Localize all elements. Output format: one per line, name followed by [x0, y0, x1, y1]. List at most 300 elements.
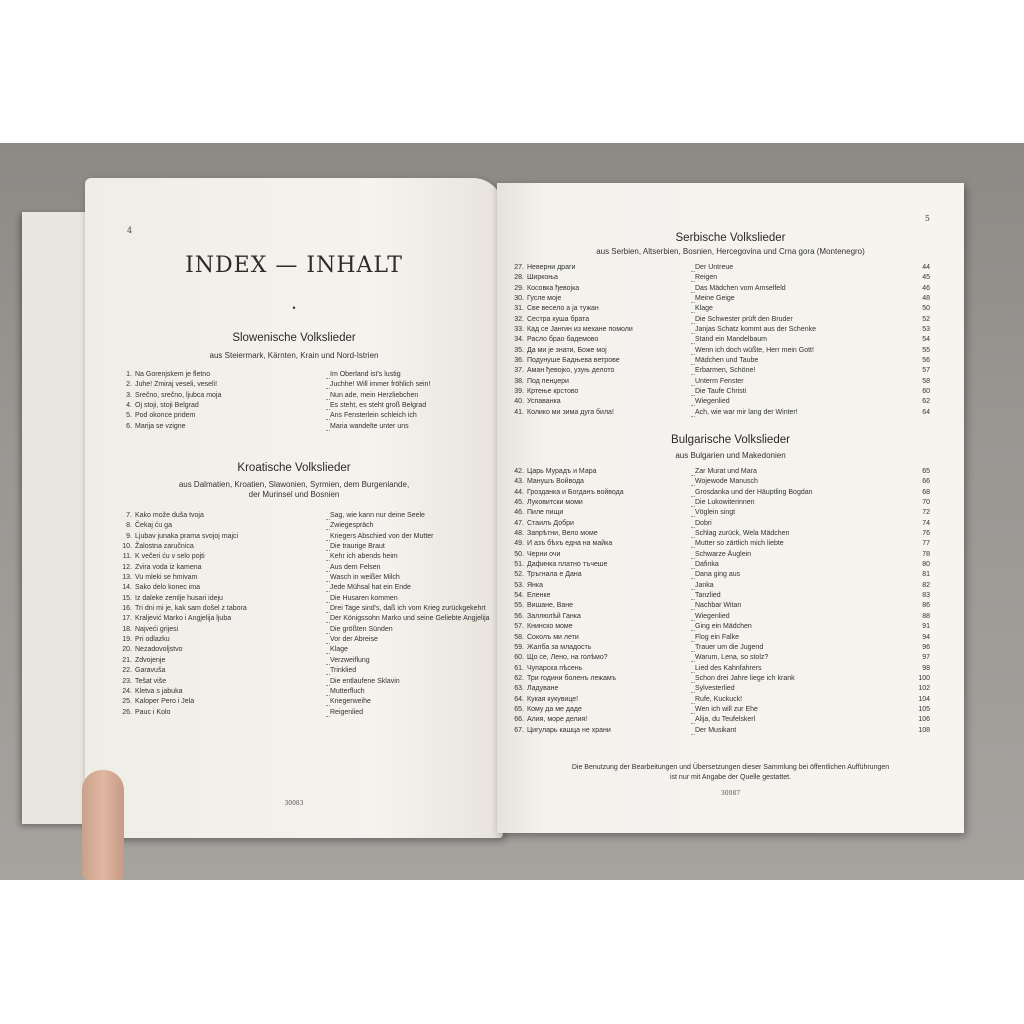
entry-original-title: Pod okonce pridem	[135, 412, 196, 420]
entry-page-number: 68	[922, 488, 930, 496]
entry-original-title: Книнско моме	[527, 623, 573, 631]
entry-number: 61.	[514, 664, 524, 672]
entry-number: 24.	[122, 687, 132, 695]
entry-page-number: 106	[918, 716, 930, 724]
entry-number: 40.	[514, 398, 524, 406]
entry-german-title: Die Lukowiterinnen	[695, 499, 755, 507]
entry-number: 23.	[122, 677, 132, 685]
entry-list-slovenian	[118, 371, 490, 433]
entry-page-number: 82	[922, 581, 930, 589]
list-item	[118, 636, 490, 646]
entry-original-title: Алия, море делия!	[527, 716, 588, 724]
entry-original-title: Tri dni mi je, kak sam došel z tabora	[135, 605, 247, 613]
list-item	[118, 678, 490, 688]
entry-page-number: 48	[922, 295, 930, 303]
list-item	[118, 688, 490, 698]
entry-page-number: 88	[922, 612, 930, 620]
entry-page-number: 60	[922, 388, 930, 396]
entry-page-number: 64	[922, 408, 930, 416]
entry-german-title: Drei Tage sind's, daß ich vom Krieg zurückgekehrt	[330, 605, 486, 613]
list-item	[510, 551, 930, 561]
entry-original-title: Стаилъ Добри	[527, 519, 574, 527]
entry-original-title: Na Gorenjskem je fletno	[135, 371, 211, 378]
entry-number: 54.	[514, 592, 524, 600]
entry-number: 38.	[514, 377, 524, 385]
entry-german-title: Mutterfluch	[330, 687, 365, 695]
entry-german-title: Wojewode Manusch	[695, 478, 758, 486]
list-item	[510, 274, 930, 284]
entry-original-title: Juhe! Zmiraj veseli, veseli!	[135, 381, 218, 389]
entry-number: 1.	[126, 371, 132, 378]
entry-original-title: Zdvojenje	[135, 656, 166, 664]
list-item	[510, 347, 930, 357]
entry-page-number: 83	[922, 592, 930, 600]
list-item	[118, 667, 490, 677]
entry-number: 59.	[514, 643, 524, 651]
entry-german-title: Juchhe! Will immer fröhlich sein!	[330, 381, 431, 389]
entry-german-title: Flog ein Falke	[695, 633, 739, 641]
list-item	[118, 709, 490, 719]
entry-german-title: Trauer um die Jugend	[695, 643, 764, 651]
entry-original-title: Ljubav junaka prama svojoj majci	[135, 532, 239, 540]
entry-original-title: Расло брао бадемово	[527, 336, 599, 344]
list-item	[510, 509, 930, 519]
entry-page-number: 46	[922, 284, 930, 292]
list-item	[118, 564, 490, 574]
entry-number: 22.	[122, 667, 132, 675]
entry-number: 64.	[514, 695, 524, 703]
entry-page-number: 58	[922, 377, 930, 385]
entry-number: 56.	[514, 612, 524, 620]
list-item	[510, 571, 930, 581]
entry-german-title: Alija, du Teufelskerl	[695, 716, 756, 724]
list-item	[510, 285, 930, 295]
entry-german-title: Dana ging aus	[695, 571, 741, 579]
entry-german-title: Klage	[695, 305, 713, 313]
entry-original-title: Чупарска пѣсень	[527, 664, 583, 672]
entry-number: 62.	[514, 674, 524, 682]
right-page	[497, 183, 964, 833]
entry-list-serbian	[510, 264, 930, 419]
list-item	[510, 336, 930, 346]
list-item	[510, 706, 930, 716]
list-item	[510, 468, 930, 478]
list-item	[118, 584, 490, 594]
section-subtitle-line-1: aus Dalmatien, Kroatien, Slawonien, Syrmien, dem Burgenlande,	[178, 480, 410, 489]
entry-original-title: Жалба за младость	[527, 643, 592, 651]
entry-number: 26.	[122, 708, 132, 716]
entry-page-number: 66	[922, 478, 930, 486]
entry-original-title: Що се, Лено, на голѣмо?	[527, 654, 608, 662]
entry-german-title: Warum, Lena, so stolz?	[695, 654, 769, 662]
entry-page-number: 44	[922, 264, 930, 271]
entry-number: 15.	[122, 594, 132, 602]
entry-german-title: Sylvesterlied	[695, 685, 735, 693]
section-subtitle: aus Bulgarien und Makedonien	[675, 451, 786, 460]
entry-german-title: Rufe, Kuckuck!	[695, 695, 743, 703]
entry-original-title: Nezadovoljstvo	[135, 646, 183, 654]
list-item	[510, 602, 930, 612]
entry-number: 43.	[514, 478, 524, 486]
entry-german-title: Schon drei Jahre liege ich krank	[695, 674, 795, 682]
entry-number: 47.	[514, 519, 524, 527]
entry-german-title: Reigenlied	[330, 708, 364, 716]
entry-original-title: Успаванка	[527, 398, 561, 406]
entry-page-number: 62	[922, 398, 930, 406]
list-item	[118, 574, 490, 584]
entry-original-title: Черни очи	[527, 550, 561, 558]
entry-german-title: Maria wandelte unter uns	[330, 422, 409, 430]
entry-original-title: Да ми је знати, Боже мој	[527, 346, 607, 354]
entry-number: 30.	[514, 295, 524, 303]
list-item	[510, 499, 930, 509]
entry-original-title: Дафинка платно тъчеше	[527, 561, 608, 569]
list-item	[118, 512, 490, 522]
entry-german-title: Stand ein Mandelbaum	[695, 336, 767, 344]
entry-original-title: Кад се Јангин из механе помоли	[527, 326, 633, 334]
list-item	[118, 381, 490, 391]
list-item	[510, 592, 930, 602]
entry-page-number: 53	[922, 326, 930, 334]
entry-original-title: Srečno, srečno, ljubca moja	[135, 391, 222, 399]
entry-german-title: Der Musikant	[695, 726, 737, 734]
entry-page-number: 76	[922, 530, 930, 538]
list-item	[510, 530, 930, 540]
entry-german-title: Reigen	[695, 274, 718, 282]
entry-page-number: 105	[918, 705, 930, 713]
page-number: 5	[924, 214, 930, 223]
entry-number: 34.	[514, 336, 524, 344]
list-item	[510, 264, 930, 274]
section-title-croatian: Kroatische Volkslieder	[237, 462, 351, 474]
entry-original-title: Сестра куша брата	[527, 315, 590, 323]
entry-original-title: И азъ бѣхъ една на майка	[527, 540, 613, 548]
entry-original-title: Marija se vzigne	[135, 422, 186, 430]
entry-german-title: Aus dem Felsen	[330, 563, 381, 571]
list-item	[118, 533, 490, 543]
entry-german-title: Vöglein singt	[695, 509, 736, 517]
entry-number: 16.	[122, 605, 132, 613]
entry-number: 29.	[514, 284, 524, 292]
entry-number: 42.	[514, 468, 524, 475]
entry-original-title: Kletva s jabuka	[135, 687, 183, 695]
entry-number: 66.	[514, 716, 524, 724]
entry-page-number: 108	[918, 726, 930, 734]
entry-number: 17.	[122, 615, 132, 623]
entry-number: 11.	[122, 553, 132, 561]
entry-original-title: Kaloper Pero i Jela	[135, 698, 195, 706]
entry-page-number: 65	[922, 468, 930, 475]
entry-number: 67.	[514, 726, 524, 734]
entry-german-title: Trinklied	[330, 667, 357, 675]
list-item	[118, 553, 490, 563]
entry-original-title: Заллюлѣй Ганка	[527, 612, 581, 620]
entry-german-title: Der Königssohn Marko und seine Geliebte Angjelija	[330, 615, 490, 623]
entry-german-title: Lied des Kahnfahrers	[695, 664, 762, 672]
entry-german-title: Wiegenlied	[695, 398, 730, 406]
entry-german-title: Janka	[695, 581, 714, 589]
entry-german-title: Mädchen und Taube	[695, 357, 759, 365]
list-item	[510, 478, 930, 488]
list-item	[510, 644, 930, 654]
footnote-line-1: Die Benutzung der Bearbeitungen und Übersetzungen dieser Sammlung bei öffentlichen Aufführungen	[571, 764, 890, 771]
entry-original-title: Неверни драги	[527, 264, 576, 271]
entry-page-number: 50	[922, 305, 930, 313]
entry-original-title: Запрѣтни, Вело моме	[527, 530, 598, 538]
entry-number: 12.	[122, 563, 132, 571]
list-item	[510, 540, 930, 550]
entry-original-title: Ладуване	[527, 685, 559, 693]
entry-page-number: 52	[922, 315, 930, 323]
entry-number: 7.	[126, 512, 132, 519]
entry-german-title: Das Mädchen vom Amselfeld	[695, 284, 786, 292]
entry-list-croatian	[118, 512, 490, 719]
entry-original-title: Колико ми зима дуга била!	[527, 408, 614, 416]
footnote-line-2: ist nur mit Angabe der Quelle gestattet.	[669, 774, 791, 781]
entry-number: 55.	[514, 602, 524, 610]
entry-page-number: 77	[922, 540, 930, 548]
entry-original-title: Кому да ме даде	[527, 705, 582, 713]
list-item	[510, 696, 930, 706]
list-item	[510, 295, 930, 305]
entry-original-title: Луковитски моми	[527, 499, 583, 507]
entry-original-title: Тръгнала е Дана	[527, 571, 582, 579]
finger	[82, 770, 124, 880]
entry-german-title: Klage	[330, 646, 348, 654]
entry-number: 33.	[514, 326, 524, 334]
entry-german-title: Mutter so zärtlich mich liebte	[695, 540, 784, 548]
entry-number: 48.	[514, 530, 524, 538]
list-item	[118, 412, 490, 422]
list-item	[118, 657, 490, 667]
list-item	[510, 367, 930, 377]
entry-german-title: Schwarze Äuglein	[695, 550, 752, 558]
entry-number: 58.	[514, 633, 524, 641]
list-item	[510, 388, 930, 398]
entry-page-number: 94	[922, 633, 930, 641]
entry-original-title: Zvira voda iz kamena	[135, 563, 202, 571]
entry-page-number: 81	[922, 571, 930, 579]
entry-number: 60.	[514, 654, 524, 662]
entry-number: 8.	[126, 522, 132, 530]
entry-number: 51.	[514, 561, 524, 569]
entry-page-number: 45	[922, 274, 930, 282]
entry-page-number: 70	[922, 499, 930, 507]
entry-original-title: Три години боленъ лежамъ	[527, 674, 617, 682]
entry-number: 28.	[514, 274, 524, 282]
entry-page-number: 78	[922, 550, 930, 558]
section-title-serbian: Serbische Volkslieder	[675, 232, 786, 244]
entry-page-number: 97	[922, 654, 930, 662]
list-item	[510, 654, 930, 664]
footer-code: 30087	[720, 790, 741, 797]
entry-german-title: Sag, wie kann nur deine Seele	[330, 512, 425, 519]
entry-original-title: Kraljević Marko i Angjelija ljuba	[135, 615, 232, 623]
list-item	[510, 716, 930, 726]
entry-number: 45.	[514, 499, 524, 507]
entry-original-title: Пиле пищи	[527, 509, 564, 517]
entry-original-title: Garavuša	[135, 667, 166, 675]
entry-number: 27.	[514, 264, 524, 271]
entry-original-title: Čekaj ću ga	[135, 522, 172, 530]
entry-german-title: Zar Murat und Mara	[695, 468, 757, 475]
list-item	[510, 561, 930, 571]
entry-german-title: Wiegenlied	[695, 612, 730, 620]
entry-number: 35.	[514, 346, 524, 354]
entry-page-number: 102	[918, 685, 930, 693]
entry-original-title: Грозданка и Богданъ войвода	[527, 488, 624, 496]
entry-number: 9.	[126, 532, 132, 540]
entry-original-title: Све весело а ја тужан	[527, 305, 599, 313]
left-page	[85, 178, 503, 838]
list-item	[510, 409, 930, 419]
entry-number: 53.	[514, 581, 524, 589]
entry-number: 57.	[514, 623, 524, 631]
section-subtitle: aus Steiermark, Kärnten, Krain und Nord-Istrien	[209, 351, 379, 360]
entry-german-title: Nun ade, mein Herzliebchen	[330, 391, 419, 399]
list-item	[510, 675, 930, 685]
entry-original-title: Цигуларь кашца не храни	[527, 726, 611, 734]
entry-original-title: Гусле моје	[527, 295, 562, 303]
entry-number: 31.	[514, 305, 524, 313]
entry-number: 36.	[514, 357, 524, 365]
entry-number: 46.	[514, 509, 524, 517]
entry-german-title: Janjas Schatz kommt aus der Schenke	[695, 326, 817, 334]
entry-original-title: Kako može duša tvoja	[135, 512, 204, 519]
entry-number: 44.	[514, 488, 524, 496]
list-item	[510, 665, 930, 675]
entry-german-title: Dafinka	[695, 561, 719, 569]
entry-number: 5.	[126, 412, 132, 420]
entry-german-title: Die traurige Braut	[330, 543, 385, 551]
entry-original-title: Вишане, Ване	[527, 602, 574, 610]
footer-code: 30083	[284, 800, 304, 807]
list-item	[510, 727, 930, 737]
entry-number: 10.	[122, 543, 132, 551]
entry-german-title: Die Taufe Christi	[695, 388, 747, 396]
list-item	[510, 489, 930, 499]
entry-number: 2.	[126, 381, 132, 389]
entry-german-title: Vor der Abreise	[330, 636, 378, 644]
entry-page-number: 57	[922, 367, 930, 375]
entry-number: 52.	[514, 571, 524, 579]
list-item	[118, 543, 490, 553]
list-item	[118, 698, 490, 708]
section-title-bulgarian: Bulgarische Volkslieder	[671, 434, 790, 446]
entry-german-title: Die Husaren kommen	[330, 594, 398, 602]
list-item	[118, 605, 490, 615]
entry-original-title: Pri odlazku	[135, 636, 170, 644]
entry-page-number: 74	[922, 519, 930, 527]
entry-original-title: Аман ђевојко, узуњ делото	[527, 367, 615, 375]
entry-german-title: Jede Mühsal hat ein Ende	[330, 584, 411, 592]
entry-german-title: Wen ich will zur Ehe	[695, 705, 758, 713]
entry-number: 6.	[126, 422, 132, 430]
list-item	[510, 316, 930, 326]
list-item	[510, 623, 930, 633]
entry-german-title: Ans Fensterlein schleich ich	[330, 412, 417, 420]
entry-german-title: Die größten Sünden	[330, 625, 393, 633]
entry-page-number: 55	[922, 346, 930, 354]
entry-original-title: Vu mleki se hmivam	[135, 574, 198, 582]
section-subtitle: aus Serbien, Altserbien, Bosnien, Hercegovina und Crna gora (Montenegro)	[596, 247, 865, 256]
title-ornament: •	[291, 304, 297, 313]
entry-page-number: 72	[922, 509, 930, 517]
entry-number: 13.	[122, 574, 132, 582]
list-item	[118, 423, 490, 433]
entry-german-title: Die entlaufene Sklavin	[330, 677, 400, 685]
entry-german-title: Unterm Fenster	[695, 377, 744, 385]
entry-number: 65.	[514, 705, 524, 713]
entry-german-title: Meine Geige	[695, 295, 735, 303]
entry-number: 18.	[122, 625, 132, 633]
list-item	[510, 520, 930, 530]
list-item	[118, 402, 490, 412]
list-item	[118, 371, 490, 381]
entry-original-title: Iz daleke zemlje husari ideju	[135, 594, 223, 602]
list-item	[510, 685, 930, 695]
entry-page-number: 54	[922, 336, 930, 344]
entry-page-number: 98	[922, 664, 930, 672]
entry-german-title: Ging ein Mädchen	[695, 623, 752, 631]
entry-page-number: 91	[922, 623, 930, 631]
entry-page-number: 86	[922, 602, 930, 610]
list-item	[510, 378, 930, 388]
section-title-slovenian: Slowenische Volkslieder	[232, 332, 356, 344]
entry-original-title: Ширкоња	[527, 274, 558, 282]
list-item	[118, 595, 490, 605]
entry-page-number: 100	[918, 674, 930, 682]
entry-number: 25.	[122, 698, 132, 706]
page-number: 4	[127, 226, 133, 235]
entry-number: 14.	[122, 584, 132, 592]
entry-number: 39.	[514, 388, 524, 396]
entry-german-title: Kriegers Abschied von der Mutter	[330, 532, 434, 540]
entry-number: 20.	[122, 646, 132, 654]
entry-original-title: Царь Мурадъ и Мара	[527, 468, 597, 475]
entry-german-title: Kriegerweihe	[330, 698, 371, 706]
entry-german-title: Erbarmen, Schöne!	[695, 367, 756, 375]
entry-original-title: Еленке	[527, 592, 551, 600]
entry-original-title: Янка	[527, 581, 544, 589]
entry-list-bulgarian	[510, 468, 930, 737]
list-item	[510, 613, 930, 623]
entry-german-title: Ach, wie war mir lang der Winter!	[695, 408, 798, 416]
entry-number: 63.	[514, 685, 524, 693]
entry-german-title: Kehr ich abends heim	[330, 553, 398, 561]
entry-german-title: Zwiegespräch	[330, 522, 374, 530]
entry-german-title: Der Untreue	[695, 264, 734, 271]
entry-page-number: 56	[922, 357, 930, 365]
entry-number: 4.	[126, 402, 132, 410]
entry-original-title: Под пенџери	[527, 377, 569, 385]
list-item	[118, 615, 490, 625]
entry-german-title: Wenn ich doch wüßte, Herr mein Gott!	[695, 346, 814, 354]
entry-number: 19.	[122, 636, 132, 644]
entry-original-title: Žalostna zaručnica	[135, 543, 194, 551]
list-item	[510, 357, 930, 367]
entry-original-title: Кукая кукувице!	[527, 695, 579, 703]
entry-german-title: Schlag zurück, Wela Mädchen	[695, 530, 790, 538]
entry-original-title: Косовка ђевојка	[527, 284, 580, 292]
entry-number: 41.	[514, 408, 524, 416]
entry-number: 3.	[126, 391, 132, 399]
entry-original-title: Pauc i Kolo	[135, 708, 171, 716]
list-item	[118, 392, 490, 402]
entry-number: 37.	[514, 367, 524, 375]
entry-original-title: Кртење крстово	[527, 388, 579, 396]
entry-original-title: K večeri ću v selo pojti	[135, 553, 205, 561]
